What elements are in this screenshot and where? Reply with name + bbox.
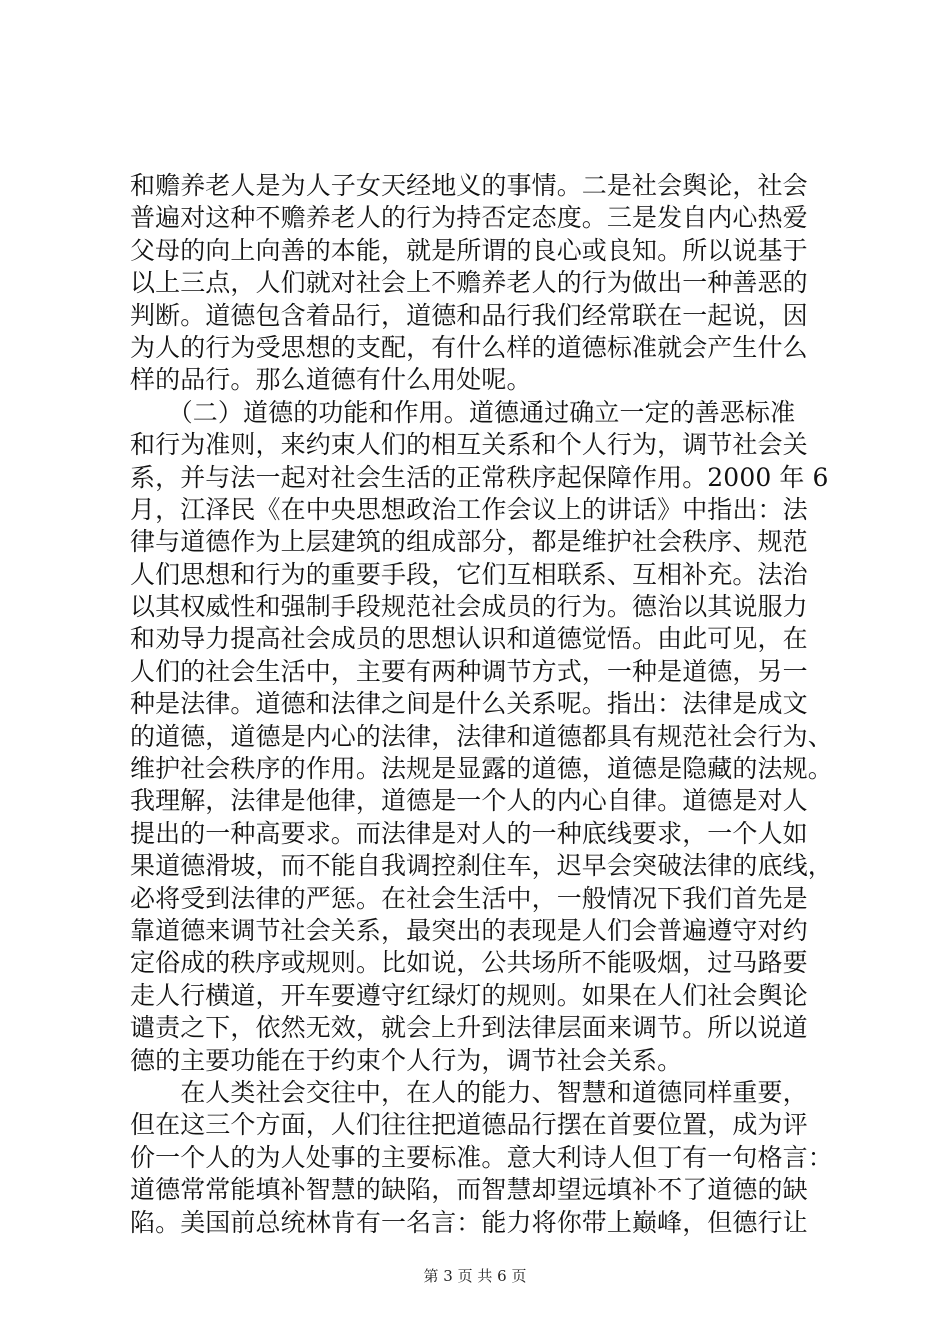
- text-line: 走人行横道，开车要遵守红绿灯的规则。如果在人们社会舆论: [130, 980, 808, 1010]
- text-line: 月，江泽民《在中央思想政治工作会议上的讲话》中指出：法: [130, 494, 808, 524]
- text-line: 人们的社会生活中，主要有两种调节方式，一种是道德，另一: [130, 656, 808, 686]
- text-line: 陷。美国前总统林肯有一名言：能力将你带上巅峰，但德行让: [130, 1207, 808, 1237]
- text-line: 种是法律。道德和法律之间是什么关系呢。指出：法律是成文: [130, 689, 808, 719]
- page-footer: [0, 1266, 950, 1286]
- text-line: 父母的向上向善的本能，就是所谓的良心或良知。所以说基于: [130, 235, 808, 265]
- text-line: 以其权威性和强制手段规范社会成员的行为。德治以其说服力: [130, 592, 808, 622]
- text-line: 定俗成的秩序或规则。比如说，公共场所不能吸烟，过马路要: [130, 948, 808, 978]
- text-line: 和行为准则，来约束人们的相互关系和个人行为，调节社会关: [130, 430, 808, 460]
- text-line: 靠道德来调节社会关系，最突出的表现是人们会普遍遵守对约: [130, 915, 808, 945]
- text-line: 系，并与法一起对社会生活的正常秩序起保障作用。2000 年 6: [130, 462, 829, 492]
- text-line: 但在这三个方面，人们往往把道德品行摆在首要位置，成为评: [130, 1110, 808, 1140]
- body-text: [130, 170, 833, 1239]
- text-line: 样的品行。那么道德有什么用处呢。: [130, 365, 532, 395]
- text-line: 普遍对这种不赡养老人的行为持否定态度。三是发自内心热爱: [130, 203, 808, 233]
- text-line: 我理解，法律是他律，道德是一个人的内心自律。道德是对人: [130, 786, 808, 816]
- text-line: 判断。道德包含着品行，道德和品行我们经常联在一起说，因: [130, 300, 808, 330]
- page-number: 第 3 页 共 6 页: [423, 1267, 527, 1285]
- text-line: 提出的一种高要求。而法律是对人的一种底线要求，一个人如: [130, 818, 808, 848]
- text-line: 谴责之下，依然无效，就会上升到法律层面来调节。所以说道: [130, 1013, 808, 1043]
- text-line: （二）道德的功能和作用。道德通过确立一定的善恶标准: [130, 397, 796, 427]
- text-line: 和赡养老人是为人子女天经地义的事情。二是社会舆论，社会: [130, 171, 808, 200]
- text-line: 维护社会秩序的作用。法规是显露的道德，道德是隐藏的法规。: [130, 754, 833, 784]
- text-line: 以上三点，人们就对社会上不赡养老人的行为做出一种善恶的: [130, 268, 808, 298]
- text-line: 道德常常能填补智慧的缺陷，而智慧却望远填补不了道德的缺: [130, 1175, 808, 1205]
- text-line: 和劝导力提高社会成员的思想认识和道德觉悟。由此可见，在: [130, 624, 808, 654]
- text-line: 的道德，道德是内心的法律，法律和道德都具有规范社会行为、: [130, 721, 833, 751]
- text-line: 德的主要功能在于约束个人行为，调节社会关系。: [130, 1045, 683, 1075]
- text-line: 在人类社会交往中，在人的能力、智慧和道德同样重要，: [130, 1077, 808, 1107]
- text-line: 价一个人的为人处事的主要标准。意大利诗人但丁有一句格言：: [130, 1142, 833, 1172]
- text-line: 必将受到法律的严惩。在社会生活中，一般情况下我们首先是: [130, 883, 808, 913]
- text-line: 人们思想和行为的重要手段，它们互相联系、互相补充。法治: [130, 559, 808, 589]
- text-line: 律与道德作为上层建筑的组成部分，都是维护社会秩序、规范: [130, 527, 808, 557]
- text-line: 为人的行为受思想的支配，有什么样的道德标准就会产生什么: [130, 332, 808, 362]
- text-line: 果道德滑坡，而不能自我调控刹住车，迟早会突破法律的底线，: [130, 851, 833, 881]
